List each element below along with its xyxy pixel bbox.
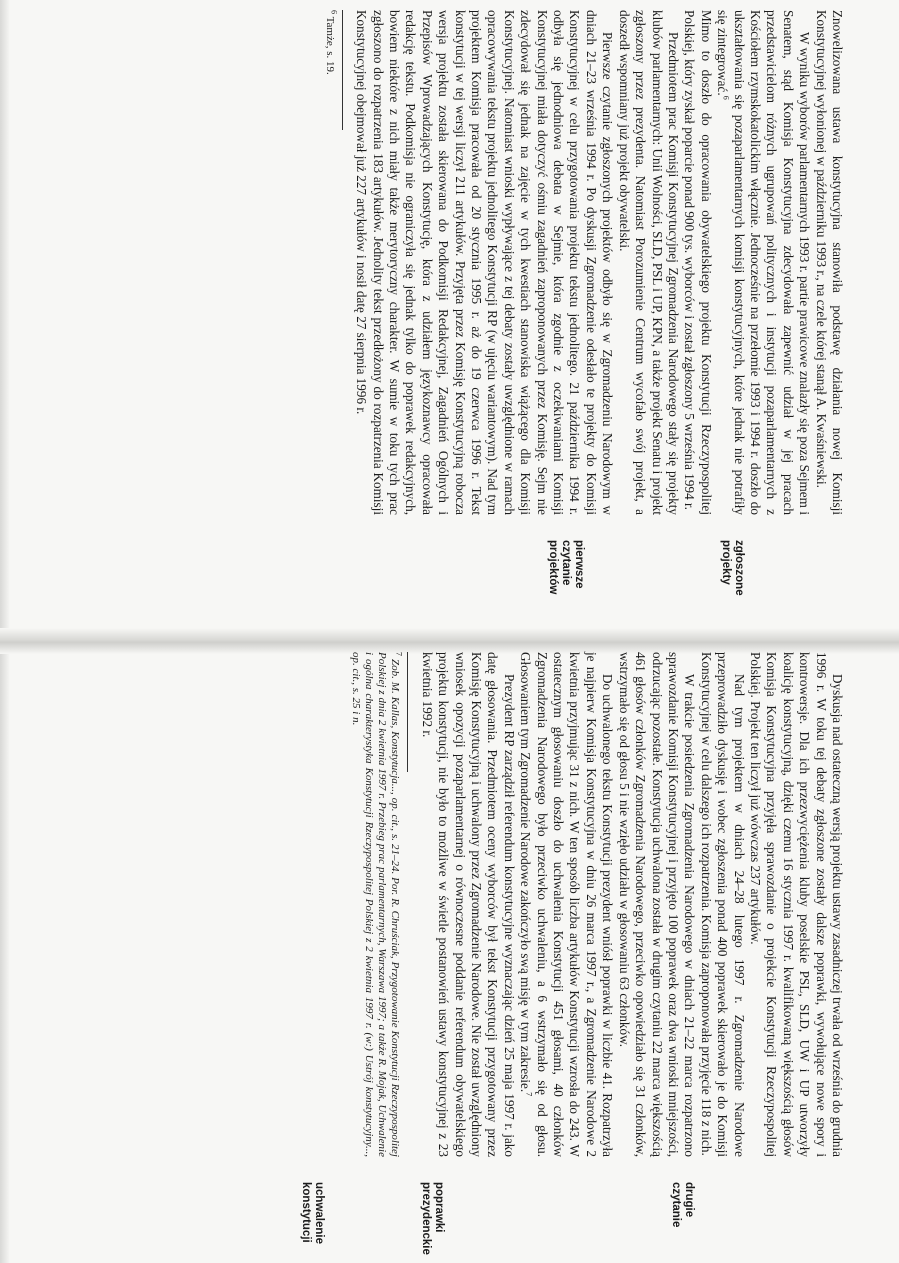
upper-paragraph-4: Przedmiotem prac Komisji Konstytucyjnej Zgromadzenia Narodowego stały się projekty klubów parlamentarnych: Unii Wolności, SLD, PSL i UP, KPN, a także projekt Senatu i projekt zgłoszony przez prezydenta. Natomiast Porozumienie Centrum wycofało swój projekt, a doszedł wspomniany już projekt obywatelski.	[616, 10, 681, 515]
footnote-number: 6	[329, 10, 339, 14]
margin-label-second-reading: drugie czytanie	[670, 1182, 695, 1228]
lower-paragraph-4-text: Do uchwalonego tekstu Konstytucji prezydent wniósł poprawki w liczbie 41. Rozpatrzyła je najpierw Komisja Konstytucyjna w dniu 26 marca 1997 r., a Zgromadzenie Narodowe 2 kwietnia przyjmując 31 z nich. W ten sposób liczba artykułów Konstytucji wzrosła do 243. W ostatecznym głosowaniu doszło do uchwalenia Konstytucji 451 głosami, 40 członków Zgromadzenia Narodowego było przeciwko uchwaleniu, a 6 wstrzymało się od głosu. Głosowaniem tym Zgromadzenie Narodowe zakończyło swą misję w tym zakresie.	[518, 652, 616, 1157]
upper-paragraph-5: Pierwsze czytanie zgłoszonych projektów odbyło się w Zgromadzeniu Narodowym w dniach 21–23 września 1994 r. Po dyskusji Zgromadzenie odesłało te projekty do Komisji Konstytucyjnej w celu przygotowania projektu tekstu jednolitego. 21 października 1994 r. odbyła się jednodniowa debata w Sejmie, która zgodnie z oczekiwaniami Komisji Konstytucyjnej miała dotyczyć ośmiu zagadnień zaproponowanych przez Komisję. Sejm nie zdecydował się jednak na zajęcie w tych kwestiach stanowiska wiążącego dla Komisji Konstytucyjnej. Natomiast wnioski wypływające z tej debaty zostały uwzględnione w ramach opracowywania tekstu projektu jednolitego Konstytucji RP (w ujęciu wariantowym). Nad tym projektem Komisja pracowała od 20 stycznia 1995 r. aż do 19 czerwca 1996 r. Tekst konstytucji w tej wersji liczył 211 artykułów. Przyjęta przez Komisję Konstytucyjną robocza wersja projektu została skierowana do Podkomisji Redakcyjnej, Zagadnień Ogólnych i Przepisów Wprowadzających Konstytucję, która z udziałem językoznawcy opracowała redakcję tekstu. Podkomisja nie ograniczyła się jednak tylko do poprawek redakcyjnych, bowiem niektóre z nich miały także merytoryczny charakter. W sumie w toku tych prac zgłoszono do rozpatrzenia 183 artykułów. Jednolity tekst przedłożony do rozpatrzenia Komisji Konstytucyjnej obejmował już 227 artykułów i nosił datę 27 sierpnia 1996 r.	[354, 10, 616, 515]
lower-footnote	[349, 652, 405, 1157]
lower-paragraph-5: Prezydent RP zarządził referendum konstytucyjne wyznaczając dzień 25 maja 1997 r. jako datę głosowania. Przedmiotem oceny wyborców był tekst Konstytucji przygotowany przez Komisję Konstytucyjną i uchwalony przez Zgromadzenie Narodowe. Nie został uwzględniony wniosek opozycji pozaparlamentarnej o równoczesne poddanie referendum obywatelskiego projektu konstytucji, nie było to możliwe w świetle postanowień ustawy konstytucyjnej z 23 kwietnia 1992 r.	[419, 652, 517, 1157]
margin-label-projects: zgłoszone projekty	[720, 540, 745, 596]
upper-footnote-text: Tamże, s. 19.	[323, 16, 336, 75]
margin-label-presidential-amendments: poprawki prezydenckie	[420, 1182, 445, 1255]
upper-page	[5, 10, 845, 610]
lower-footnote-number: 7	[395, 652, 405, 656]
upper-paragraph-1: Znowelizowana ustawa konstytucyjna stanowiła podstawę działania nowej Komisji Konstytucyjnej wyłonionej w październiku 1993 r., na czele której stanął A. Kwaśniewski.	[813, 10, 845, 515]
lower-text-column	[349, 652, 845, 1157]
lower-paragraph-1: Dyskusja nad ostateczną wersją projektu ustawy zasadniczej trwała od września do grudnia 1996 r. W toku tej debaty zgłoszone zostały dalsze poprawki, wywołujące nowe spory i kontrowersje. Dla ich przezwyciężenia kluby poselskie PSL, SLD, UW i UP utworzyły koalicję konstytucyjną, dzięki czemu 16 stycznia 1997 r. kwalifikowaną większością głosów Komisja Konstytucyjna przyjęła sprawozdanie o projekcie Konstytucji Rzeczypospolitej Polskiej. Projekt ten liczył już wówczas 237 artykułów.	[747, 652, 845, 1157]
lower-paragraph-3: W trakcie posiedzenia Zgromadzenia Narodowego w dniach 21–22 marca rozpatrzono sprawozdanie Komisji Konstytucyjnej i przyjęto 100 poprawek oraz dwa wnioski mniejszości, odrzucając pozostałe. Konstytucja uchwalona została w drugim czytaniu 22 marca większością 461 głosów członków Zgromadzenia Narodowego, przeciwko opowiedziało się 31 członków, wstrzymało się od głosu 5 i nie wzięło udziału w głosowaniu 63 członków.	[616, 652, 698, 1157]
lower-footnote-text: Zob. M. Kallas, Konstytucja..., op. cit., s. 21–24. Por. R. Chruściak, Przygotowanie Konstytucji Rzeczypospolitej Polskiej z dnia 2 kwietnia 1997 r. Przebieg prac parlamentarnych, Warszawa 1997; a także R. Mojak, Uchwalenie i ogólna charakterystyka Konstytucji Rzeczypospolitej Polskiej z 2 kwietnia 1997 r. (w:) Ustrój konstytucyjny..., op. cit., s. 25 i n.	[350, 652, 402, 1157]
upper-text-column	[323, 10, 845, 515]
upper-paragraph-3: Mimo to doszło do opracowania obywatelskiego projektu Konstytucji Rzeczypospolitej Polskiej, który zyskał poparcie ponad 900 tys. wyborców i został zgłoszony 5 września 1994 r.	[682, 10, 714, 515]
lower-paragraph-4	[517, 652, 615, 1157]
lower-footnote-rule	[407, 652, 408, 772]
footnote-mark-6: 6	[721, 95, 731, 100]
upper-paragraph-2	[714, 10, 812, 515]
margin-label-first-reading: pierwsze czytanie projektów	[547, 540, 585, 595]
margin-label-adoption: uchwalenie konstytucji	[300, 1182, 325, 1244]
lower-paragraph-2: Nad tym projektem w dniach 24–28 lutego 1997 r. Zgromadzenie Narodowe przeprowadziło dyskusję i wobec zgłoszenia ponad 400 poprawek skierowało je do Komisji Konstytucyjnej w celu dalszego ich rozpatrzenia. Komisja zaproponowała przyjęcie 118 z nich.	[698, 652, 747, 1157]
footnote-mark-7: 7	[524, 1092, 534, 1097]
footnote-rule	[342, 10, 343, 130]
lower-page	[5, 652, 845, 1255]
book-gutter	[0, 628, 899, 654]
upper-paragraph-2-text: W wyniku wyborów parlamentarnych 1993 r. partie prawicowe znalazły się poza Sejmem i Senatem, stąd Komisja Konstytucyjna zdecydowała zapewnić udział w jej pracach przedstawicielom różnych ugrupowań politycznych i instytucji pozaparlamentarnych z Kościołem rzymskokatolickim włącznie. Jednocześnie na przełomie 1993 i 1994 r. doszło do ukształtowania się pozaparlamentarnych komisji konstytucyjnych, które jednak nie potrafiły się zintegrować.	[715, 10, 813, 515]
upper-footnote	[323, 10, 339, 515]
